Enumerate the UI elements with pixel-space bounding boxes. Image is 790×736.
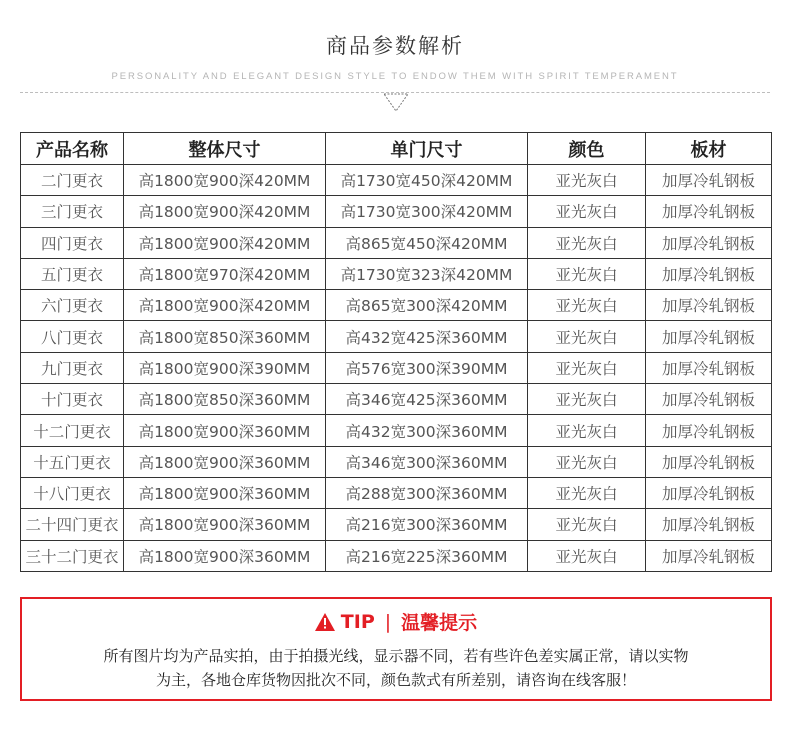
cell-product-name: 三门更衣 — [21, 196, 124, 227]
cell-color: 亚光灰白 — [528, 415, 646, 446]
table-row — [21, 415, 772, 446]
cell-color: 亚光灰白 — [528, 290, 646, 321]
cell-product-name: 二门更衣 — [21, 165, 124, 196]
cell-overall-size: 高1800宽900深390MM — [124, 352, 326, 383]
cell-color: 亚光灰白 — [528, 165, 646, 196]
cell-door-size: 高346宽300深360MM — [326, 446, 528, 477]
cell-color: 亚光灰白 — [528, 258, 646, 289]
cell-color: 亚光灰白 — [528, 446, 646, 477]
table-row — [21, 540, 772, 571]
cell-product-name: 八门更衣 — [21, 321, 124, 352]
table-row — [21, 196, 772, 227]
cell-door-size: 高1730宽300深420MM — [326, 196, 528, 227]
cell-material: 加厚冷轧钢板 — [646, 165, 772, 196]
page-subtitle: PERSONALITY AND ELEGANT DESIGN STYLE TO ENDOW THEM WITH SPIRIT TEMPERAMENT — [111, 71, 679, 82]
cell-material: 加厚冷轧钢板 — [646, 290, 772, 321]
table-row — [21, 165, 772, 196]
cell-material: 加厚冷轧钢板 — [646, 384, 772, 415]
table-row — [21, 384, 772, 415]
cell-material: 加厚冷轧钢板 — [646, 540, 772, 571]
cell-material: 加厚冷轧钢板 — [646, 321, 772, 352]
cell-color: 亚光灰白 — [528, 321, 646, 352]
cell-material: 加厚冷轧钢板 — [646, 258, 772, 289]
tip-line-1: 所有图片均为产品实拍，由于拍摄光线，显示器不同，若有些许色差实属正常，请以实物 — [103, 647, 689, 665]
table-row — [21, 446, 772, 477]
cell-material: 加厚冷轧钢板 — [646, 477, 772, 508]
header-door-size: 单门尺寸 — [326, 133, 528, 165]
cell-material: 加厚冷轧钢板 — [646, 415, 772, 446]
cell-color: 亚光灰白 — [528, 540, 646, 571]
cell-door-size: 高865宽300深420MM — [326, 290, 528, 321]
cell-door-size: 高216宽225深360MM — [326, 540, 528, 571]
page-title: 商品参数解析 — [326, 34, 464, 58]
table-header-row — [21, 133, 772, 165]
cell-door-size: 高865宽450深420MM — [326, 227, 528, 258]
down-triangle-icon — [381, 93, 411, 113]
cell-door-size: 高1730宽323深420MM — [326, 258, 528, 289]
cell-overall-size: 高1800宽900深360MM — [124, 509, 326, 540]
cell-door-size: 高216宽300深360MM — [326, 509, 528, 540]
cell-overall-size: 高1800宽900深420MM — [124, 165, 326, 196]
table-row — [21, 258, 772, 289]
tip-heading — [22, 608, 770, 635]
cell-material: 加厚冷轧钢板 — [646, 509, 772, 540]
cell-color: 亚光灰白 — [528, 509, 646, 540]
header-product-name: 产品名称 — [21, 133, 124, 165]
cell-product-name: 四门更衣 — [21, 227, 124, 258]
cell-product-name: 十门更衣 — [21, 384, 124, 415]
cell-overall-size: 高1800宽900深360MM — [124, 415, 326, 446]
cell-overall-size: 高1800宽900深420MM — [124, 227, 326, 258]
cell-overall-size: 高1800宽900深360MM — [124, 446, 326, 477]
cell-door-size: 高432宽425深360MM — [326, 321, 528, 352]
warning-triangle-icon — [315, 613, 335, 631]
header-material: 板材 — [646, 133, 772, 165]
cell-product-name: 六门更衣 — [21, 290, 124, 321]
table-row — [21, 509, 772, 540]
cell-door-size: 高576宽300深390MM — [326, 352, 528, 383]
cell-material: 加厚冷轧钢板 — [646, 227, 772, 258]
cell-color: 亚光灰白 — [528, 477, 646, 508]
cell-overall-size: 高1800宽900深360MM — [124, 477, 326, 508]
cell-product-name: 十五门更衣 — [21, 446, 124, 477]
spec-table — [20, 132, 772, 572]
tip-label: TIP — [340, 610, 375, 633]
cell-overall-size: 高1800宽900深420MM — [124, 290, 326, 321]
header-color: 颜色 — [528, 133, 646, 165]
cell-product-name: 十二门更衣 — [21, 415, 124, 446]
cell-overall-size: 高1800宽900深360MM — [124, 540, 326, 571]
tip-heading-text: 温馨提示 — [401, 612, 478, 634]
header-overall-size: 整体尺寸 — [124, 133, 326, 165]
cell-overall-size: 高1800宽900深420MM — [124, 196, 326, 227]
cell-overall-size: 高1800宽970深420MM — [124, 258, 326, 289]
tip-line-2: 为主，各地仓库货物因批次不同，颜色款式有所差别，请咨询在线客服！ — [155, 671, 636, 689]
cell-material: 加厚冷轧钢板 — [646, 446, 772, 477]
cell-overall-size: 高1800宽850深360MM — [124, 321, 326, 352]
cell-product-name: 五门更衣 — [21, 258, 124, 289]
tip-text — [36, 644, 756, 692]
cell-door-size: 高346宽425深360MM — [326, 384, 528, 415]
cell-color: 亚光灰白 — [528, 196, 646, 227]
cell-color: 亚光灰白 — [528, 352, 646, 383]
cell-door-size: 高288宽300深360MM — [326, 477, 528, 508]
cell-material: 加厚冷轧钢板 — [646, 196, 772, 227]
table-row — [21, 477, 772, 508]
cell-color: 亚光灰白 — [528, 227, 646, 258]
cell-product-name: 三十二门更衣 — [21, 540, 124, 571]
table-row — [21, 352, 772, 383]
cell-product-name: 二十四门更衣 — [21, 509, 124, 540]
cell-door-size: 高1730宽450深420MM — [326, 165, 528, 196]
table-row — [21, 290, 772, 321]
cell-color: 亚光灰白 — [528, 384, 646, 415]
cell-product-name: 十八门更衣 — [21, 477, 124, 508]
cell-overall-size: 高1800宽850深360MM — [124, 384, 326, 415]
tip-box — [20, 597, 772, 701]
cell-material: 加厚冷轧钢板 — [646, 352, 772, 383]
tip-separator: | — [384, 610, 392, 633]
table-row — [21, 321, 772, 352]
cell-product-name: 九门更衣 — [21, 352, 124, 383]
table-row — [21, 227, 772, 258]
cell-door-size: 高432宽300深360MM — [326, 415, 528, 446]
